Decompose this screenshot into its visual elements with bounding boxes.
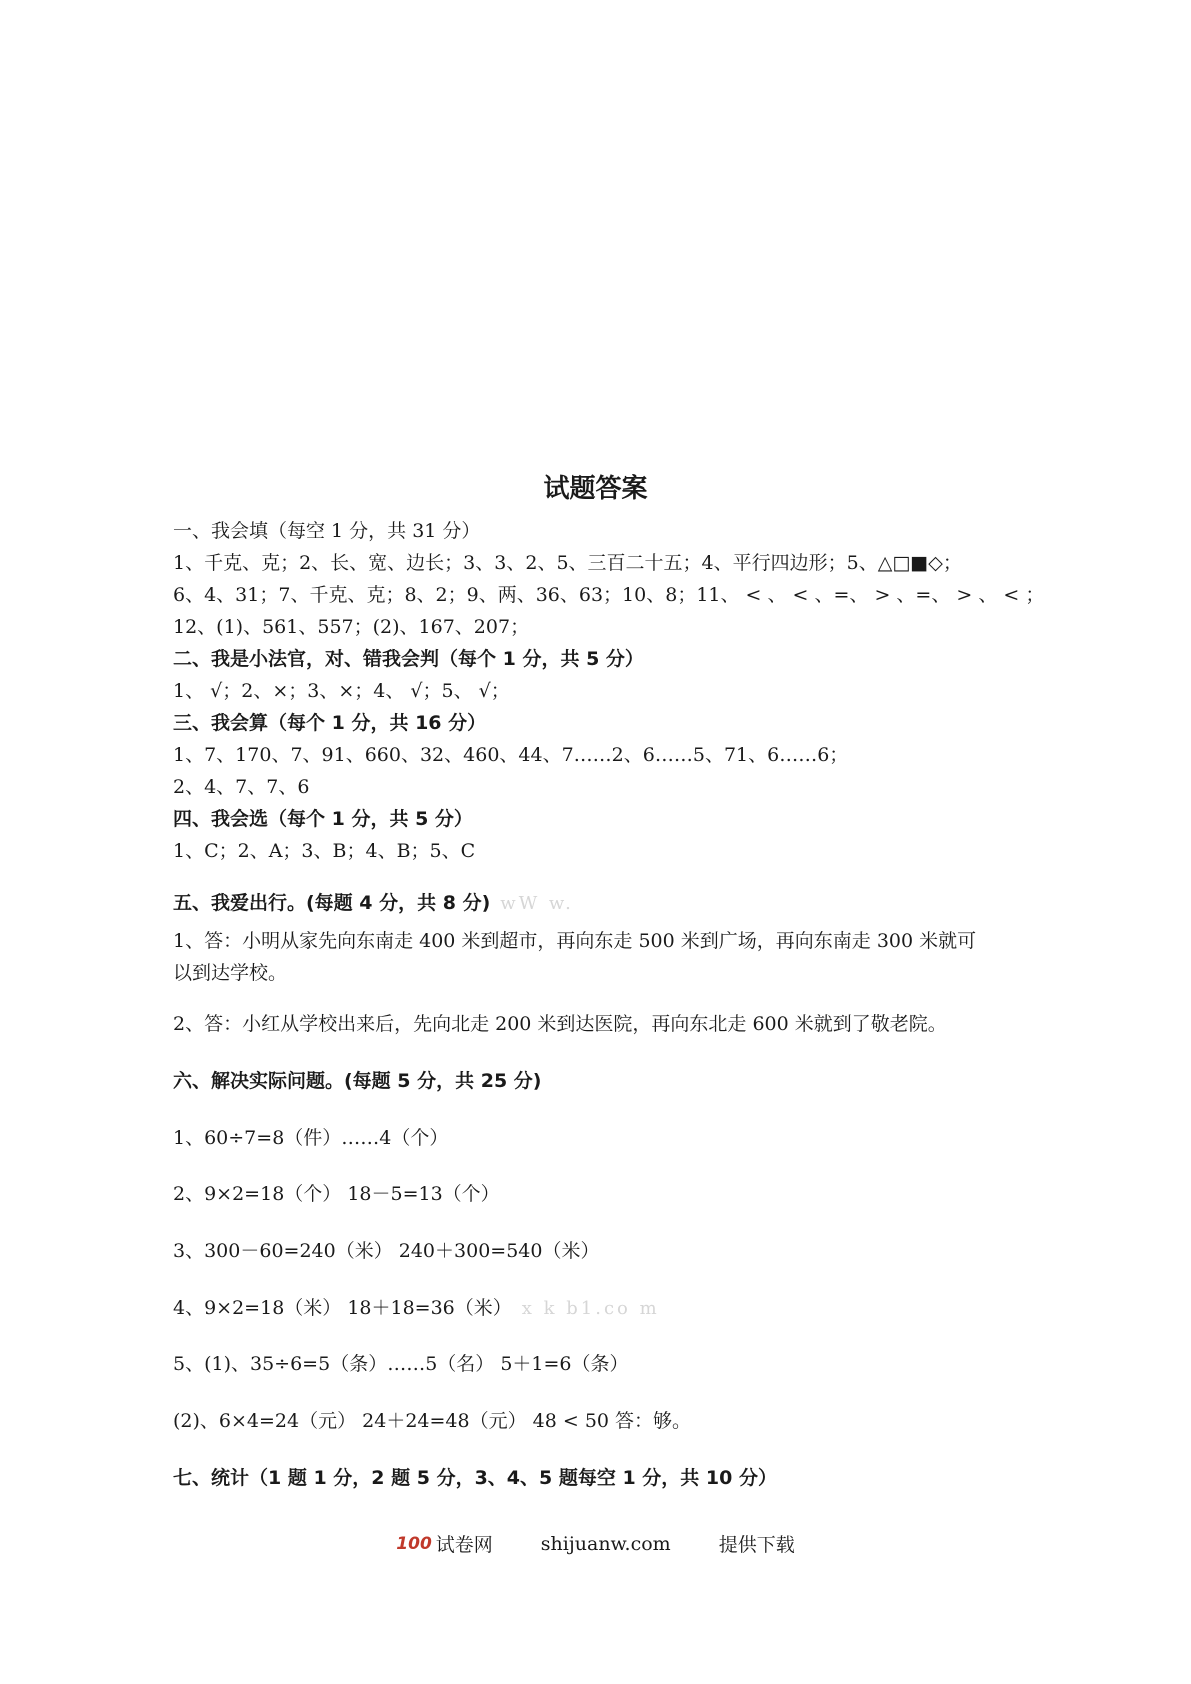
page-footer [0, 1530, 1191, 1557]
section-5-heading: 五、我爱出行。(每题 4 分，共 8 分) [173, 892, 491, 914]
section-6-answer-4: 4、9×2=18（米） 18＋18=36（米） [173, 1297, 512, 1319]
section-3-heading: 三、我会算（每个 1 分，共 16 分） [173, 712, 487, 734]
site-url: shijuanw.com [540, 1532, 671, 1555]
section-1-line-3: 12、(1)、561、557；(2)、167、207； [173, 616, 530, 638]
section-4-heading: 四、我会选（每个 1 分，共 5 分） [173, 808, 473, 830]
section-5-heading-row [173, 890, 574, 917]
page-title: 试题答案 [543, 474, 648, 504]
site-logo [396, 1530, 493, 1557]
section-5-answer-1: 1、答：小明从家先向东南走 400 米到超市，再向东走 500 米到广场，再向东南走 300 米就可 [173, 930, 977, 952]
section-6-answer-3: 3、300－60=240（米） 240＋300=540（米） [173, 1240, 600, 1262]
section-5-answer-1-cont: 以到达学校。 [173, 962, 288, 984]
section-7-heading: 七、统计（1 题 1 分，2 题 5 分，3、4、5 题每空 1 分，共 10 分） [173, 1467, 777, 1489]
watermark-text: x k b1.co m [521, 1298, 660, 1319]
section-2-heading: 二、我是小法官，对、错我会判（每个 1 分，共 5 分） [173, 648, 644, 670]
logo-text: 试卷网 [435, 1534, 493, 1556]
section-6-heading: 六、解决实际问题。(每题 5 分，共 25 分) [173, 1070, 542, 1092]
section-3-line-2: 2、4、7、7、6 [173, 776, 310, 798]
section-6-answer-5: 5、(1)、35÷6=5（条）……5（名） 5＋1=6（条） [173, 1353, 629, 1375]
section-2-line-1: 1、 √；2、×；3、×；4、 √；5、 √； [173, 680, 510, 702]
section-3-line-1: 1、7、170、7、91、660、32、460、44、7……2、6……5、71、6……6； [173, 744, 849, 766]
section-5-answer-2: 2、答：小红从学校出来后，先向北走 200 米到达医院，再向东北走 600 米就到了敬老院。 [173, 1013, 947, 1035]
logo-number: 100 [396, 1533, 432, 1554]
section-6-answer-4-row [173, 1295, 660, 1322]
footer-note: 提供下载 [718, 1534, 795, 1556]
watermark-text: wW w. [500, 893, 574, 914]
section-6-answer-2: 2、9×2=18（个） 18－5=13（个） [173, 1183, 500, 1205]
section-1-line-2: 6、4、31；7、千克、克；8、2；9、两、36、63；10、8；11、 < 、 < 、=、 > 、=、 > 、 < ； [173, 584, 1045, 606]
section-4-line-1: 1、C；2、A；3、B；4、B；5、C [173, 840, 476, 862]
section-1-line-1: 1、千克、克；2、长、宽、边长；3、3、2、5、三百二十五；4、平行四边形；5、△□■◇； [173, 552, 962, 574]
section-6-answer-1: 1、60÷7=8（件）……4（个） [173, 1127, 449, 1149]
section-6-answer-5-part-2: (2)、6×4=24（元） 24＋24=48（元） 48 < 50 答：够。 [173, 1410, 692, 1432]
section-1-heading: 一、我会填（每空 1 分，共 31 分） [173, 520, 481, 542]
